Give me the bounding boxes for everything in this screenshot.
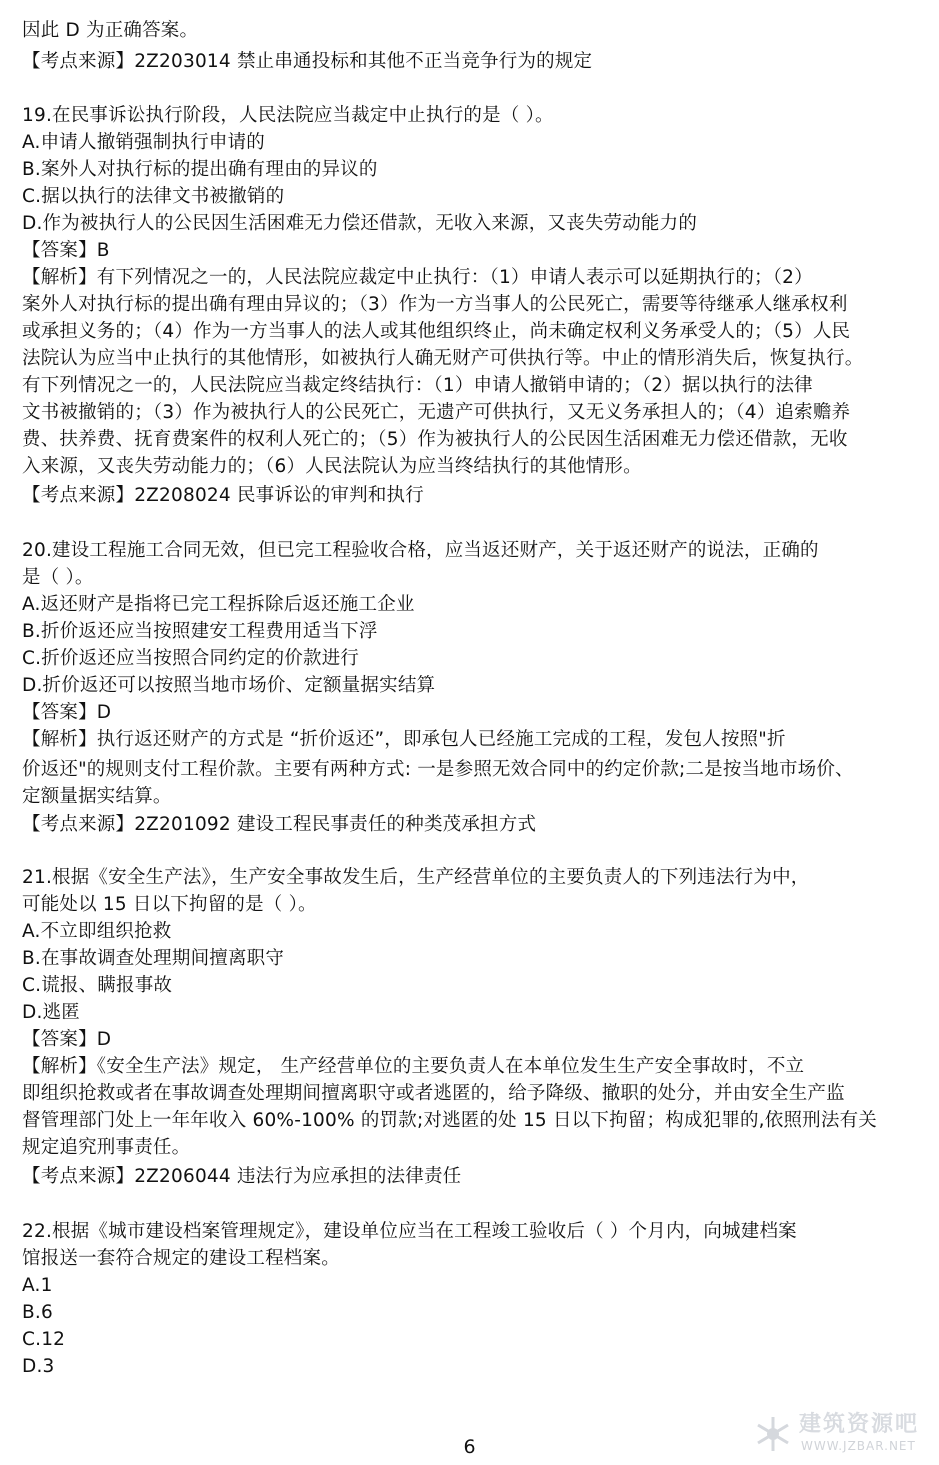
text-line: 法院认为应当中止执行的其他情形，如被执行人确无财产可供执行等。中止的情形消失后，恢复执行。 [22, 348, 864, 369]
text-line: 因此 D 为正确答案。 [22, 20, 199, 41]
text-line: D.逃匿 [22, 1002, 80, 1023]
text-line: 即组织抢救或者在事故调查处理期间擅离职守或者逃匿的，给予降级、撤职的处分，并由安全生产监 [22, 1083, 845, 1104]
text-line: B.在事故调查处理期间擅离职守 [22, 948, 285, 969]
text-line: A.返还财产是指将已完工程拆除后返还施工企业 [22, 594, 415, 615]
text-line: 【解析】执行返还财产的方式是 “折价返还”，即承包人已经施工完成的工程，发包人按照"折 [22, 729, 786, 750]
text-line: 22.根据《城市建设档案管理规定》，建设单位应当在工程竣工验收后（ ）个月内，向城建档案 [22, 1221, 797, 1242]
text-line: 【答案】D [22, 702, 112, 723]
text-line: B.案外人对执行标的提出确有理由的异议的 [22, 159, 378, 180]
text-line: 【考点来源】2Z206044 违法行为应承担的法律责任 [22, 1166, 462, 1187]
watermark-name: 建筑资源吧 [799, 1412, 920, 1437]
snowflake-icon [751, 1414, 795, 1454]
watermark [751, 1412, 931, 1458]
text-line: A.不立即组织抢救 [22, 921, 172, 942]
text-line: 规定追究刑事责任。 [22, 1137, 191, 1158]
text-line: A.1 [22, 1275, 53, 1296]
text-line: 或承担义务的；（4）作为一方当事人的法人或其他组织终止，尚未确定权利义务承受人的；（5）人民 [22, 321, 851, 342]
text-line: 【答案】B [22, 240, 110, 261]
text-line: D.3 [22, 1356, 55, 1377]
text-line: C.据以执行的法律文书被撤销的 [22, 186, 285, 207]
text-line: 20.建设工程施工合同无效，但已完工程验收合格，应当返还财产，关于返还财产的说法，正确的 [22, 540, 819, 561]
text-line: 督管理部门处上一年年收入 60%-100% 的罚款;对逃匿的处 15 日以下拘留；构成犯罪的,依照刑法有关 [22, 1110, 877, 1131]
text-line: 【考点来源】2Z203014 禁止串通投标和其他不正当竞争行为的规定 [22, 51, 593, 72]
text-line: 是（ ）。 [22, 567, 94, 588]
text-line: 【考点来源】2Z208024 民事诉讼的审判和执行 [22, 485, 424, 506]
text-line: 有下列情况之一的，人民法院应当裁定终结执行：（1）申请人撤销申请的；（2）据以执行的法律 [22, 375, 813, 396]
text-line: B.6 [22, 1302, 53, 1323]
text-line: 馆报送一套符合规定的建设工程档案。 [22, 1248, 340, 1269]
text-line: 【解析】有下列情况之一的，人民法院应裁定中止执行：（1）申请人表示可以延期执行的；（2） [22, 267, 813, 288]
text-line: D.折价返还可以按照当地市场价、定额量据实结算 [22, 675, 436, 696]
text-line: 案外人对执行标的提出确有理由异议的；（3）作为一方当事人的公民死亡，需要等待继承人继承权利 [22, 294, 848, 315]
text-line: C.折价返还应当按照合同约定的价款进行 [22, 648, 360, 669]
text-line: 【答案】D [22, 1029, 112, 1050]
page-number: 6 [463, 1436, 476, 1458]
text-line: 21.根据《安全生产法》，生产安全事故发生后，生产经营单位的主要负责人的下列违法行为中， [22, 867, 810, 888]
text-line: 文书被撤销的；（3）作为被执行人的公民死亡，无遗产可供执行，又无义务承担人的；（4）追索赡养 [22, 402, 851, 423]
text-line: B.折价返还应当按照建安工程费用适当下浮 [22, 621, 378, 642]
text-line: 【解析】《安全生产法》规定， 生产经营单位的主要负责人在本单位发生生产安全事故时，不立 [22, 1056, 805, 1077]
text-line: 19.在民事诉讼执行阶段，人民法院应当裁定中止执行的是（ ）。 [22, 105, 554, 126]
watermark-url: WWW.JZBAR.NET [801, 1439, 916, 1453]
text-line: 价返还"的规则支付工程价款。主要有两种方式: 一是参照无效合同中的约定价款;二是按当地市场价、 [22, 759, 854, 780]
text-line: D.作为被执行人的公民因生活困难无力偿还借款，无收入来源，又丧失劳动能力的 [22, 213, 698, 234]
text-line: 定额量据实结算。 [22, 786, 172, 807]
text-line: 入来源，又丧失劳动能力的；（6）人民法院认为应当终结执行的其他情形。 [22, 456, 642, 477]
text-line: 【考点来源】2Z201092 建设工程民事责任的种类茂承担方式 [22, 814, 537, 835]
text-line: C.12 [22, 1329, 66, 1350]
text-line: 可能处以 15 日以下拘留的是（ ）。 [22, 894, 317, 915]
text-line: A.申请人撤销强制执行申请的 [22, 132, 266, 153]
text-line: C.谎报、瞒报事故 [22, 975, 173, 996]
text-line: 费、扶养费、抚育费案件的权利人死亡的；（5）作为被执行人的公民因生活困难无力偿还借款，无收 [22, 429, 848, 450]
